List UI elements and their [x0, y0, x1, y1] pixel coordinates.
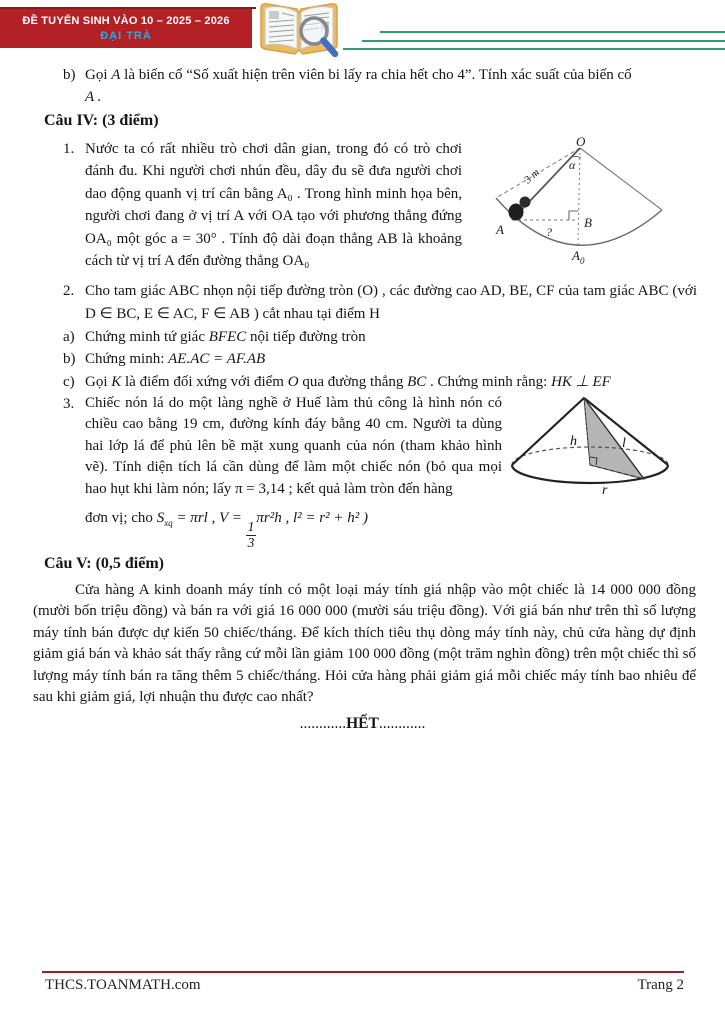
label-unknown-distance: ?	[546, 225, 552, 239]
question-2a: a) Chứng minh tứ giác BFEC nội tiếp đường tròn	[63, 326, 725, 348]
header-banner	[0, 9, 252, 48]
label-slant-l: l	[622, 435, 626, 451]
end-of-exam-line: ............HẾT............	[299, 714, 426, 732]
label-radius-r: r	[602, 482, 608, 498]
exam-title: ĐỀ TUYỂN SINH VÀO 10 – 2025 – 2026	[22, 15, 230, 27]
question-1	[63, 138, 725, 275]
item-marker: b)	[63, 67, 76, 83]
question-2c: c) Gọi K là điểm đối xứng với điểm O qua đường thẳng BC . Chứng minh rằng: HK ⊥ EF	[63, 371, 725, 393]
subitem-marker: a)	[63, 329, 75, 345]
subitem-marker: b)	[63, 351, 76, 368]
subitem-marker: c)	[63, 373, 75, 390]
cone-figure	[506, 393, 718, 550]
green-divider-line-1	[380, 31, 725, 33]
question-3-formulas: đơn vị; cho $S_{xq} = \pi rl$ , V = $\frac{1}{3}$ πr²h , l² = r² + h² )	[85, 510, 368, 550]
question-2-text: Cho tam giác ABC nhọn nội tiếp đường tròn (O) , các đường cao AD, BE, CF của tam giác ABC (với D ∈ BC, E ∈ AC, F ∈ AB ) cắt nhau tại điểm H	[85, 283, 697, 322]
label-rope-length: 3 m	[521, 166, 543, 187]
pendulum-figure	[468, 136, 708, 275]
label-B: B	[584, 215, 592, 230]
question-marker: 2.	[63, 283, 75, 299]
footer-page-number: Trang 2	[637, 977, 684, 993]
question-1-text: Nước ta có rất nhiều trò chơi dân gian, trong đó có trò chơi đánh đu. Khi người chơi nhún đều, dây đu sẽ đưa người chơi dao động quanh vị trí cân bằng A₀ . Trong hình minh họa bên, người chơi đang ở vị trí A với OA tạo với phương thẳng đứng OA₀ một góc a = 30° . Tính độ dài đoạn thẳng AB là khoảng cách từ vị trí A đến đường thẳng OA₀	[85, 141, 462, 270]
open-book-magnifier-icon	[253, 0, 345, 62]
label-A0: $A_0$	[572, 248, 585, 266]
footer-site-name: THCS.TOANMATH.com	[45, 977, 201, 993]
question-3	[63, 393, 725, 550]
footer-rule	[42, 971, 684, 973]
section-heading-cau4: Câu IV: (3 điểm)	[44, 112, 159, 129]
question-marker: 1.	[63, 141, 75, 157]
fraction-one-third: $\frac{1}{3}$	[247, 519, 255, 550]
footer	[45, 977, 684, 994]
pendulum-lines	[496, 148, 662, 245]
label-O: O	[576, 136, 586, 149]
label-alpha: α	[569, 158, 576, 172]
question-2b: b) Chứng minh: AE.AC = AF.AB	[63, 348, 725, 370]
section-heading-cau5: Câu V: (0,5 điểm)	[44, 554, 165, 572]
exam-subtitle: ĐẠI TRÀ	[100, 30, 152, 42]
item-b-probability	[63, 64, 725, 108]
green-divider-line-3	[343, 48, 725, 50]
label-height-h: h	[570, 433, 577, 449]
end-word: HẾT	[346, 714, 379, 732]
label-A: A	[496, 222, 504, 237]
item-b-line1: Gọi A là biến cố “Số xuất hiện trên viên bi lấy ra chia hết cho 4”. Tính xác suất của biến cố	[85, 67, 632, 83]
green-divider-line-2	[362, 40, 725, 42]
question-3-text: Chiếc nón lá do một làng nghề ở Huế làm thủ công là hình nón có chiều cao bằng 19 cm, đường kính đáy bằng 40 cm. Người ta dùng hai lớp lá để phủ lên bề mặt xung quanh của nón (tham khảo hình vẽ). Tính diện tích lá cần dùng để làm một chiếc nón (bỏ qua mọi hao hụt khi làm nón; lấy π = 3,14 ; kết quả làm tròn đến hàng	[85, 394, 502, 497]
question-marker: 3.	[63, 395, 75, 412]
swinging-person	[509, 197, 531, 221]
document-body	[0, 64, 725, 735]
item-b-line2: A .	[85, 89, 102, 105]
cau5-paragraph: Cửa hàng A kinh doanh máy tính có một loại máy tính giá nhập vào một chiếc là 14 000 000 đồng (mười bốn triệu đồng) và bán ra với giá 16 000 000 (mười sáu triệu đồng). Với giá bán như trên thì số lượng máy tính bán được dự kiến 50 chiếc/tháng. Để kích thích tiêu thụ dòng máy tính này, chủ cửa hàng dự định giảm giá bán và khảo sát thấy rằng cứ mỗi lần giảm 100 000 đồng (một trăm nghìn đồng) trên một chiếc thì số lượng máy tính bán ra tăng thêm 5 chiếc/tháng. Hỏi cửa hàng phải giảm giá mỗi chiếc máy tính bao nhiêu để sau khi giảm giá, lợi nhuận thu được cao nhất?	[33, 581, 696, 706]
question-2	[63, 280, 725, 326]
